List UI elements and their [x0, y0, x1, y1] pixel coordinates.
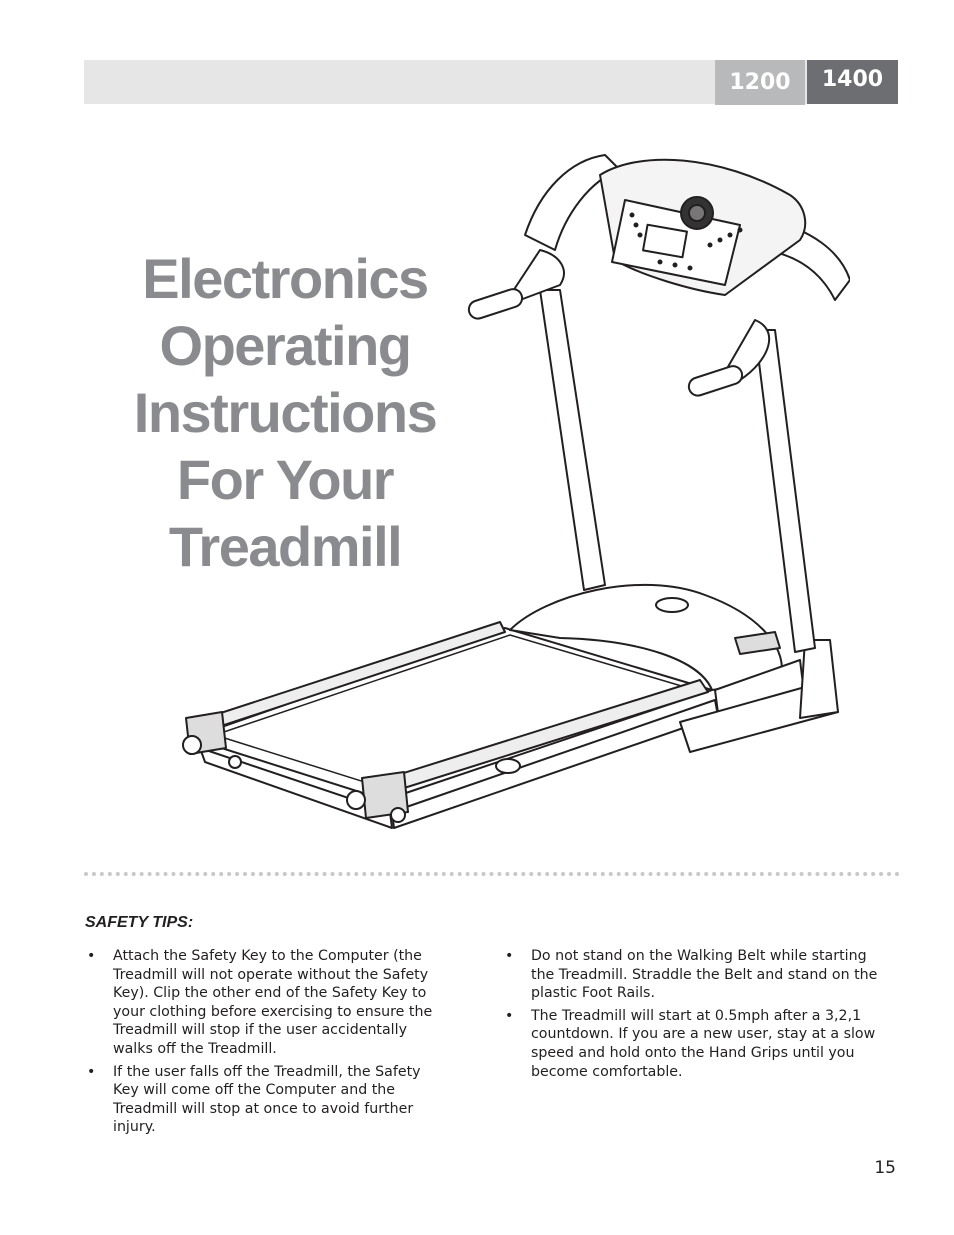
title-line: Operating: [159, 314, 411, 377]
treadmill-illustration: [170, 145, 850, 835]
list-item: [85, 1063, 445, 1137]
tip-text: Do not stand on the Walking Belt while starting the Treadmill. Straddle the Belt and stand on the plastic Foot Rails.: [531, 948, 878, 1002]
title-line: For Your: [176, 448, 394, 511]
safety-tips-right-column: [503, 947, 888, 1085]
model-tab-1400: 1400: [807, 60, 898, 104]
bullet-icon: •: [505, 1007, 514, 1024]
model-tab-1200: 1200: [715, 60, 805, 105]
section-divider: [84, 872, 900, 876]
page-number: 15: [874, 1158, 896, 1178]
title-line: Instructions: [133, 381, 437, 444]
title-line: Treadmill: [168, 515, 402, 578]
list-item: [85, 947, 445, 1059]
tip-text: If the user falls off the Treadmill, the Safety Key will come off the Computer and the Treadmill will stop at once to avoid further injury.: [113, 1063, 421, 1136]
bullet-icon: •: [87, 1063, 96, 1080]
tip-text: Attach the Safety Key to the Computer (the Treadmill will not operate without the Safety Key). Clip the other end of the Safety Key to your clothing before exercising to ensure the Treadmill will stop if the user accidentally walks off the Treadmill.: [113, 948, 433, 1057]
list-item: [503, 947, 888, 1003]
tip-text: The Treadmill will start at 0.5mph after a 3,2,1 countdown. If you are a new user, stay at a slow speed and hold onto the Hand Grips until you become comfortable.: [531, 1007, 876, 1080]
safety-tips-heading: SAFETY TIPS:: [85, 914, 194, 931]
bullet-icon: •: [505, 948, 514, 964]
safety-tips-left-column: [85, 947, 445, 1141]
list-item: [503, 1007, 888, 1081]
title-line: Electronics: [142, 247, 428, 310]
bullet-icon: •: [87, 948, 96, 964]
